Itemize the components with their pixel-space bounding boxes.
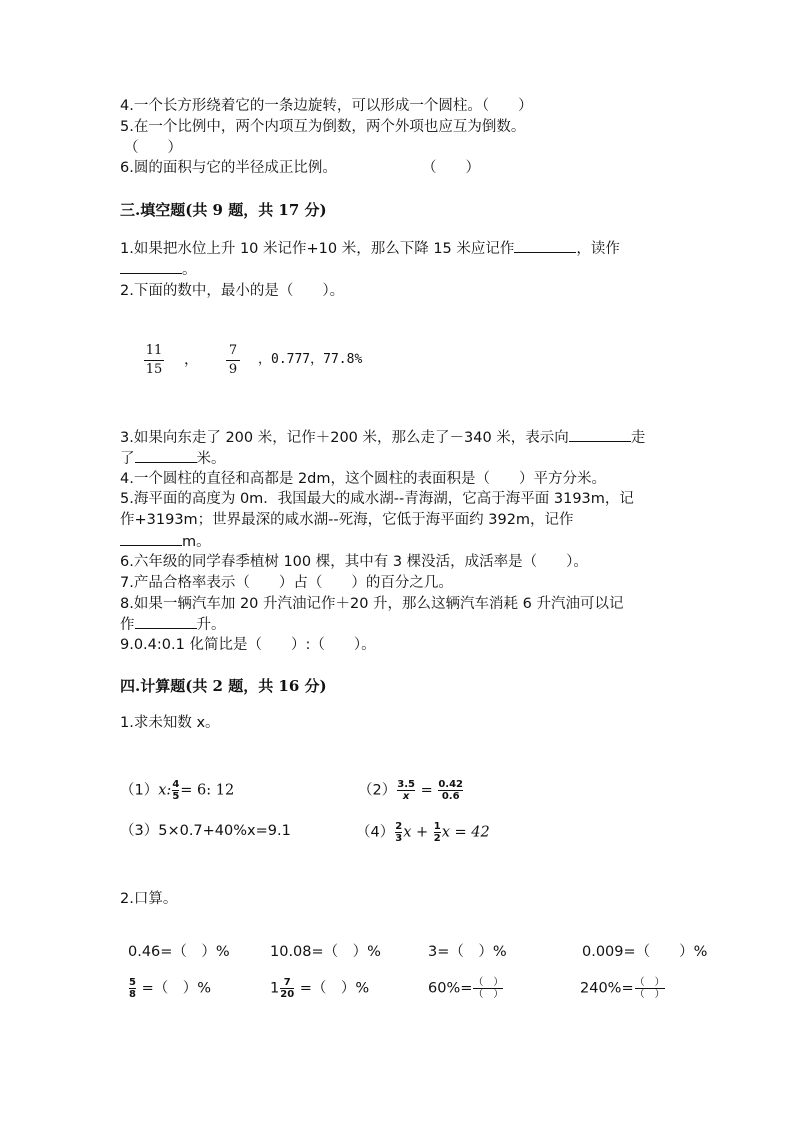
judge-q5: 5.在一个比例中，两个内项互为倒数，两个外项也应互为倒数。 bbox=[120, 119, 526, 135]
fill-q3-line1: 3.如果向东走了 200 米，记作＋200 米，那么走了－340 米，表示向 走 bbox=[120, 427, 645, 448]
judge-q5-paren: （ ） bbox=[124, 140, 182, 156]
oral-r2-1: $\frac{5}{8}$ =（ ）% bbox=[129, 977, 212, 1000]
answer-blank[interactable] bbox=[135, 448, 197, 463]
fill-q1-line1: 1.如果把水位上升 10 米记作+10 米，那么下降 15 米应记作 ，读作 bbox=[120, 238, 620, 259]
fraction-blank: （ ） （ ） bbox=[473, 977, 504, 1000]
equation-2: （2） $\frac{3.5}{x}$ = $\frac{0.42}{0.6}$ bbox=[358, 779, 464, 802]
equation-4: （4） $\frac{2}{3}$ x + $\frac{1}{2}$ x = 42 bbox=[356, 821, 490, 844]
fill-q5-line2: 作+3193m；世界最深的咸水湖--死海，它低于海平面约 392m，记作 bbox=[120, 512, 574, 528]
fill-q6: 6.六年级的同学春季植树 100 棵，其中有 3 棵没活，成活率是（ ）。 bbox=[120, 554, 588, 570]
equation-1: （1）x: $\frac{4}{5}$ = 6: 12 bbox=[120, 779, 235, 802]
answer-blank[interactable] bbox=[120, 259, 182, 274]
fraction-5-8: $\frac{5}{8}$ bbox=[129, 977, 136, 1000]
fraction-3.5-x: $\frac{3.5}{x}$ bbox=[397, 779, 415, 802]
oral-r2-4: 240%= （ ） （ ） bbox=[580, 977, 665, 1000]
fill-q5-line1: 5.海平面的高度为 0m．我国最大的咸水湖--青海湖，它高于海平面 3193m，记 bbox=[120, 491, 634, 507]
oral-r1-2: 10.08=（ ）% bbox=[270, 944, 381, 960]
fraction-1-2: $\frac{1}{2}$ bbox=[433, 821, 441, 844]
fill-q2-sep: ， bbox=[184, 352, 199, 368]
fraction-2-3: $\frac{2}{3}$ bbox=[395, 821, 403, 844]
fraction-blank: （ ） （ ） bbox=[634, 977, 665, 1000]
fill-q8-line1: 8.如果一辆汽车加 20 升汽油记作＋20 升，那么这辆汽车消耗 6 升汽油可以记 bbox=[120, 596, 624, 612]
answer-blank[interactable] bbox=[120, 531, 182, 546]
answer-blank[interactable] bbox=[569, 427, 631, 442]
section-title-fill: 三.填空题(共 9 题，共 17 分) bbox=[120, 201, 327, 219]
calc-q2: 2.口算。 bbox=[120, 891, 178, 907]
fill-q4: 4.一个圆柱的直径和高都是 2dm，这个圆柱的表面积是（ ）平方分米。 bbox=[120, 471, 606, 487]
fill-q7: 7.产品合格率表示（ ）占（ ）的百分之几。 bbox=[120, 575, 453, 591]
section-title-calc: 四.计算题(共 2 题，共 16 分) bbox=[120, 677, 327, 695]
oral-r1-4: 0.009=（ ）% bbox=[582, 944, 708, 960]
fill-q2: 2.下面的数中，最小的是（ ）。 bbox=[120, 283, 345, 299]
answer-blank[interactable] bbox=[135, 614, 197, 629]
fill-q1-line2: 。 bbox=[120, 259, 197, 280]
oral-r1-1: 0.46=（ ）% bbox=[128, 944, 230, 960]
judge-q4: 4.一个长方形绕着它的一条边旋转，可以形成一个圆柱。（ ） bbox=[120, 98, 533, 114]
fill-q2-rest: ，0.777，77.8% bbox=[258, 352, 363, 367]
oral-r1-3: 3=（ ）% bbox=[428, 944, 507, 960]
judge-q6: 6.圆的面积与它的半径成正比例。 bbox=[120, 160, 337, 176]
fill-q8-line2: 作 升。 bbox=[120, 614, 226, 635]
fill-q3-line2: 了 米。 bbox=[120, 448, 226, 469]
fraction-11-15: 11 15 bbox=[145, 343, 163, 377]
calc-q1: 1.求未知数 x。 bbox=[120, 715, 220, 731]
fraction-7-20: $\frac{7}{20}$ bbox=[280, 977, 295, 1000]
fill-q5-line3: m。 bbox=[120, 531, 211, 552]
equation-3: （3）5×0.7+40%x=9.1 bbox=[120, 823, 291, 839]
fraction-7-9: 7 9 bbox=[226, 343, 240, 378]
fraction-4-5: $\frac{4}{5}$ bbox=[172, 779, 180, 802]
answer-blank[interactable] bbox=[514, 238, 576, 253]
oral-r2-3: 60%= （ ） （ ） bbox=[428, 977, 504, 1000]
oral-r2-2: 1 $\frac{7}{20}$ =（ ）% bbox=[270, 977, 370, 1000]
fill-q9: 9.0.4:0.1 化简比是（ ）:（ ）。 bbox=[120, 637, 376, 653]
fraction-0.42-0.6: $\frac{0.42}{0.6}$ bbox=[438, 779, 464, 802]
judge-q6-paren: （ ） bbox=[422, 160, 480, 176]
